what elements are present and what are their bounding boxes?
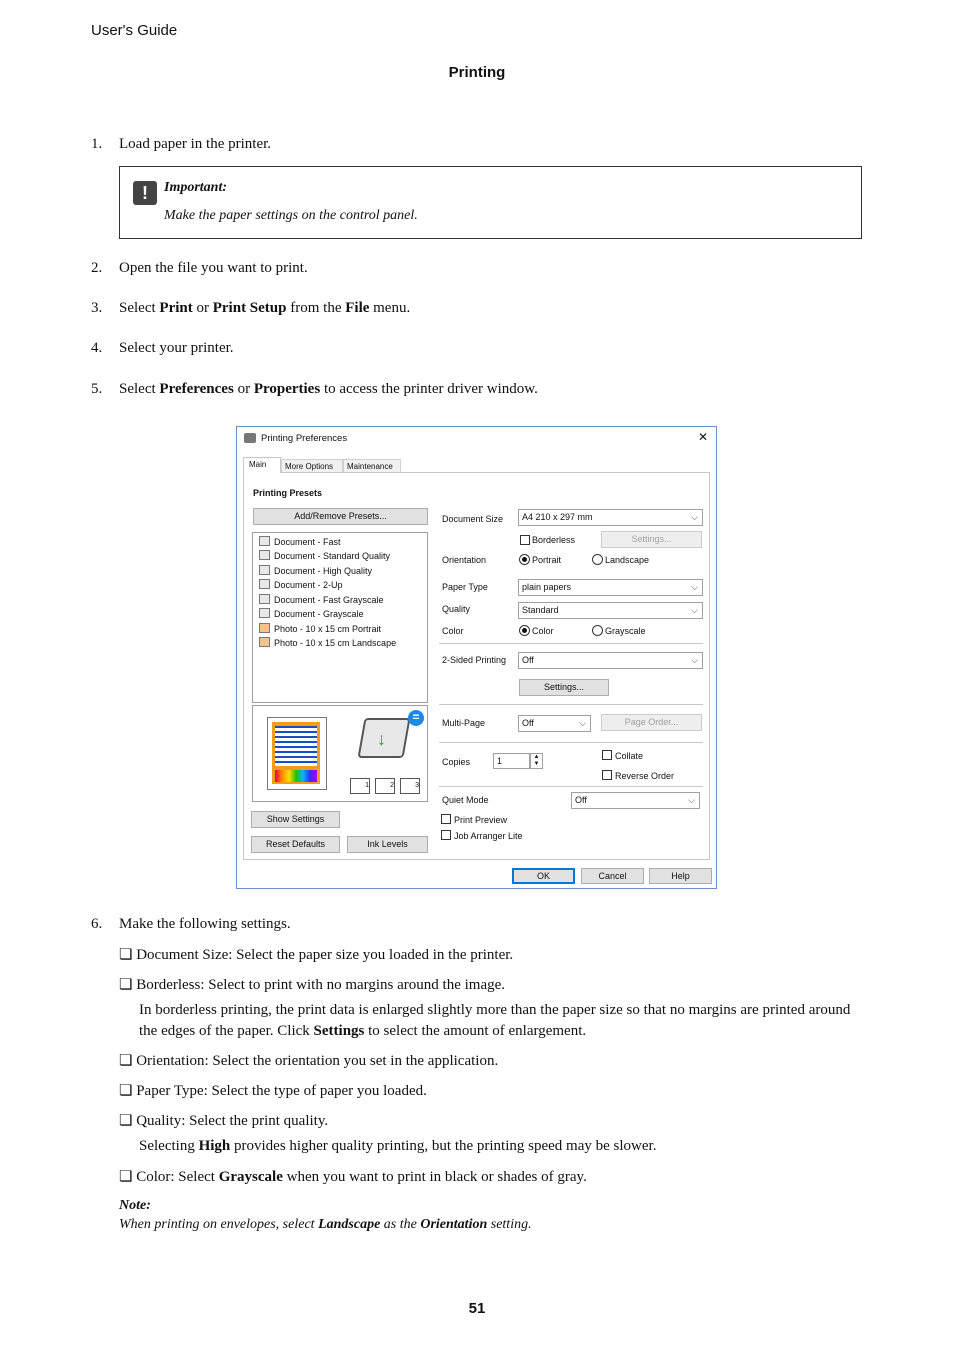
preview-area — [252, 705, 428, 802]
print-preview-label: Print Preview — [454, 815, 508, 825]
step-text: Select — [119, 381, 160, 397]
preset-label: Photo - 10 x 15 cm Portrait — [274, 624, 382, 634]
preferences-term: Preferences — [159, 381, 234, 397]
preset-label: Document - Fast — [274, 537, 341, 547]
tab-more-options[interactable] — [281, 459, 343, 473]
two-sided-settings-button[interactable]: Settings... — [519, 679, 609, 696]
reverse-order-checkbox[interactable] — [602, 770, 612, 780]
tab-label: More Options — [285, 462, 334, 471]
presets-heading: Printing Presets — [253, 488, 323, 498]
orientation-term: Orientation — [420, 1217, 488, 1232]
step-text: to access the printer driver window. — [320, 381, 538, 397]
important-title: Important: — [164, 180, 228, 195]
grayscale-label: Grayscale — [605, 626, 646, 636]
divider — [439, 742, 703, 743]
step-text: from the — [286, 300, 346, 316]
close-icon[interactable]: ✕ — [698, 430, 709, 444]
step-text: menu. — [369, 300, 411, 316]
menu-item-print-setup: Print Setup — [212, 300, 287, 316]
add-remove-presets-button[interactable]: Add/Remove Presets... — [253, 508, 428, 525]
landscape-radio[interactable] — [592, 554, 603, 565]
copy-number: 3 — [415, 782, 419, 789]
important-box — [119, 166, 862, 239]
two-up-icon — [259, 579, 270, 589]
preset-item[interactable] — [259, 622, 381, 636]
grayscale-term: Grayscale — [218, 1169, 283, 1185]
select-value: Off — [575, 795, 587, 805]
orientation-label: Orientation — [442, 555, 487, 565]
warning-icon: ! — [133, 181, 157, 205]
menu-file: File — [345, 300, 370, 316]
ok-button[interactable]: OK — [512, 868, 575, 884]
tab-label: Main — [249, 460, 267, 469]
list-item — [119, 1111, 328, 1130]
running-header: User's Guide — [91, 22, 178, 39]
document-icon — [259, 594, 270, 604]
preset-label: Document - Grayscale — [274, 609, 364, 619]
step-number: 2. — [91, 260, 103, 276]
paper-type-select[interactable] — [518, 579, 703, 596]
list-item-text: Quality: Select the print quality. — [136, 1113, 329, 1129]
detail-text: to select the amount of enlargement. — [364, 1023, 587, 1039]
landscape-label: Landscape — [605, 555, 650, 565]
cancel-button[interactable]: Cancel — [581, 868, 644, 884]
landscape-term: Landscape — [318, 1217, 381, 1232]
tab-maintenance[interactable] — [343, 459, 401, 473]
borderless-detail — [139, 1000, 859, 1042]
photo-icon — [259, 623, 270, 633]
note-fragment: as the — [380, 1217, 421, 1232]
list-item-text: Paper Type: Select the type of paper you loaded. — [136, 1083, 427, 1099]
note-fragment: setting. — [487, 1217, 532, 1232]
list-item — [119, 945, 513, 964]
settings-term: Settings — [313, 1023, 365, 1039]
list-item — [119, 1167, 587, 1186]
copy-number: 1 — [365, 782, 369, 789]
printer-icon — [244, 433, 256, 443]
detail-text: Selecting — [139, 1138, 199, 1154]
important-text: Make the paper settings on the control panel. — [164, 208, 418, 223]
note-fragment: When printing on envelopes, select — [119, 1217, 319, 1232]
select-value: Off — [522, 718, 534, 728]
preset-label: Document - High Quality — [274, 566, 373, 576]
preset-item[interactable] — [259, 636, 396, 650]
checkbox-bullet-icon: ❏ — [119, 1113, 133, 1129]
job-arranger-label: Job Arranger Lite — [454, 831, 523, 841]
quality-select[interactable] — [518, 602, 703, 619]
select-value: A4 210 x 297 mm — [522, 512, 593, 522]
step-1 — [91, 136, 271, 153]
reverse-order-label: Reverse Order — [615, 771, 675, 781]
printing-preferences-dialog — [236, 426, 717, 889]
step-number: 6. — [91, 916, 103, 932]
multi-page-label: Multi-Page — [442, 718, 486, 728]
portrait-radio[interactable] — [519, 554, 530, 565]
preset-label: Document - 2-Up — [274, 580, 343, 590]
copy-1-icon — [350, 778, 370, 794]
document-icon — [259, 536, 270, 546]
show-settings-button[interactable]: Show Settings — [251, 811, 340, 828]
color-option-label: Color — [532, 626, 554, 636]
chevron-down-icon: ⌵ — [691, 605, 698, 615]
tab-label: Maintenance — [347, 462, 393, 471]
note-text — [119, 1217, 532, 1233]
document-size-label: Document Size — [442, 514, 504, 524]
preset-label: Photo - 10 x 15 cm Landscape — [274, 638, 397, 648]
preset-label: Document - Standard Quality — [274, 551, 391, 561]
step-text: Make the following settings. — [119, 916, 291, 932]
list-item — [119, 1081, 427, 1100]
page-order-button[interactable]: Page Order... — [601, 714, 702, 731]
step-text: Open the file you want to print. — [119, 260, 308, 276]
quality-label: Quality — [442, 604, 471, 614]
select-value: Off — [522, 655, 534, 665]
document-icon — [259, 550, 270, 560]
presets-list — [252, 532, 428, 703]
copies-label: Copies — [442, 757, 471, 767]
step-number: 4. — [91, 340, 103, 356]
document-size-select[interactable] — [518, 509, 703, 526]
borderless-settings-button[interactable]: Settings... — [601, 531, 702, 548]
checkbox-bullet-icon: ❏ — [119, 947, 133, 963]
borderless-label: Borderless — [532, 535, 576, 545]
list-item-text: Borderless: Select to print with no margins around the image. — [136, 977, 506, 993]
menu-item-print: Print — [159, 300, 193, 316]
list-item — [119, 975, 505, 994]
list-item-text: Color: Select — [136, 1169, 219, 1185]
preset-item[interactable] — [259, 593, 384, 607]
copy-3-icon — [400, 778, 420, 794]
preset-item[interactable] — [259, 535, 341, 549]
dialog-title: Printing Preferences — [261, 433, 348, 444]
copies-stepper[interactable]: ▲ ▼ — [530, 753, 543, 769]
preset-item[interactable] — [259, 564, 372, 578]
collate-checkbox[interactable] — [602, 750, 612, 760]
chevron-down-icon: ⌵ — [691, 512, 698, 522]
step-number: 5. — [91, 381, 103, 397]
quiet-mode-label: Quiet Mode — [442, 795, 489, 805]
chevron-down-icon: ⌵ — [691, 655, 698, 665]
section-title: Printing — [448, 64, 506, 81]
page-number: 51 — [468, 1300, 486, 1317]
arrow-down-icon: ↓ — [377, 729, 386, 749]
step-4 — [91, 340, 234, 357]
select-value: plain papers — [522, 582, 572, 592]
chevron-down-icon: ⌵ — [688, 795, 695, 805]
note-heading: Note: — [119, 1198, 151, 1213]
step-6 — [91, 916, 291, 933]
list-item-text: when you want to print in black or shades of gray. — [282, 1169, 587, 1185]
checkbox-bullet-icon: ❏ — [119, 1169, 133, 1185]
ink-levels-button[interactable]: Ink Levels — [347, 836, 428, 853]
two-sided-label: 2-Sided Printing — [442, 655, 507, 665]
print-preview-checkbox[interactable] — [441, 814, 451, 824]
select-value: Standard — [522, 605, 559, 615]
chevron-down-icon: ⌵ — [579, 718, 586, 728]
list-item — [119, 1051, 498, 1070]
help-button[interactable]: Help — [649, 868, 712, 884]
color-label: Color — [442, 626, 464, 636]
document-icon — [259, 565, 270, 575]
detail-text: In borderless printing, the print data is enlarged slightly more than the paper size so that no margins are printed around the edges of the paper. Click — [139, 1002, 851, 1039]
page-preview-icon — [267, 717, 327, 790]
list-item-text: Orientation: Select the orientation you set in the application. — [136, 1053, 499, 1069]
checkbox-bullet-icon: ❏ — [119, 1083, 133, 1099]
input-value: 1 — [497, 756, 503, 766]
multi-page-select[interactable] — [518, 715, 591, 732]
job-arranger-checkbox[interactable] — [441, 830, 451, 840]
preset-item[interactable] — [259, 607, 364, 621]
borderless-checkbox[interactable] — [520, 535, 530, 545]
preset-label: Document - Fast Grayscale — [274, 595, 384, 605]
tab-main[interactable] — [243, 457, 281, 473]
two-sided-select[interactable] — [518, 652, 703, 669]
copy-number: 2 — [390, 782, 394, 789]
collate-label: Collate — [615, 751, 644, 761]
step-text: Select your printer. — [119, 340, 234, 356]
step-number: 3. — [91, 300, 103, 316]
document-icon — [259, 608, 270, 618]
chevron-down-icon: ⌵ — [691, 582, 698, 592]
step-text: Select — [119, 300, 160, 316]
step-number: 1. — [91, 136, 103, 152]
step-2 — [91, 260, 308, 277]
step-text: Load paper in the printer. — [119, 136, 272, 152]
detail-text: provides higher quality printing, but the printing speed may be slower. — [230, 1138, 657, 1154]
duplex-indicator-icon: = — [408, 710, 424, 726]
divider — [439, 786, 703, 787]
divider — [439, 643, 703, 644]
step-text: or — [233, 381, 254, 397]
checkbox-bullet-icon: ❏ — [119, 1053, 133, 1069]
copy-2-icon — [375, 778, 395, 794]
photo-icon — [259, 637, 270, 647]
list-item-text: Document Size: Select the paper size you loaded in the printer. — [136, 947, 514, 963]
paper-type-label: Paper Type — [442, 582, 488, 592]
quiet-mode-select[interactable] — [571, 792, 700, 809]
portrait-label: Portrait — [532, 555, 562, 565]
preset-item[interactable] — [259, 578, 343, 592]
divider — [439, 704, 703, 705]
quality-detail — [139, 1136, 859, 1157]
step-text: or — [192, 300, 213, 316]
color-radio[interactable] — [519, 625, 530, 636]
high-term: High — [198, 1138, 231, 1154]
step-3 — [91, 300, 410, 317]
checkbox-bullet-icon: ❏ — [119, 977, 133, 993]
properties-term: Properties — [253, 381, 321, 397]
grayscale-radio[interactable] — [592, 625, 603, 636]
step-5 — [91, 381, 538, 398]
preset-item[interactable] — [259, 549, 390, 563]
reset-defaults-button[interactable]: Reset Defaults — [251, 836, 340, 853]
copies-input[interactable] — [493, 753, 530, 769]
